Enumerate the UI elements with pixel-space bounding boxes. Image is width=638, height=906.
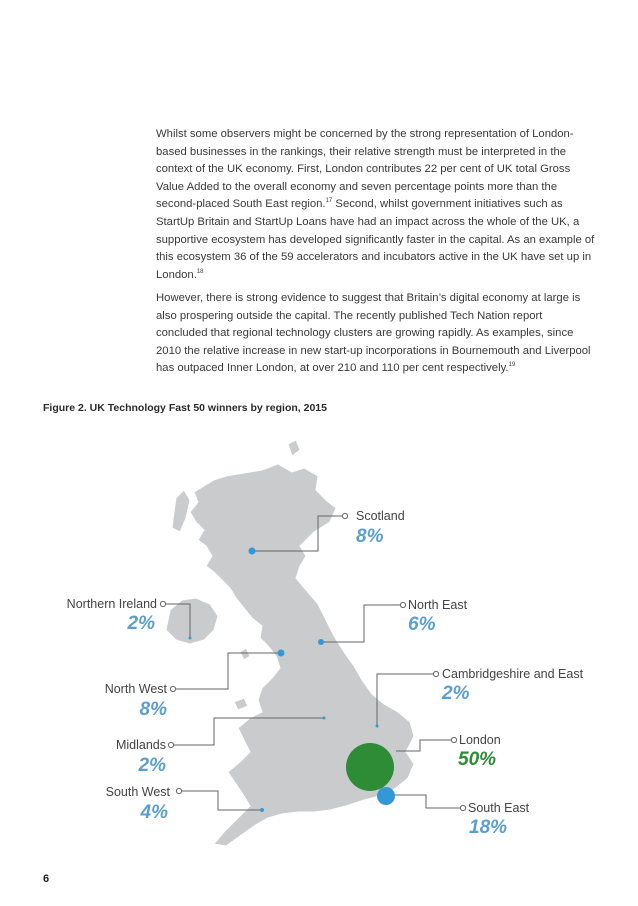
pct-north-east: 6% (408, 614, 436, 635)
bubble-scotland (249, 548, 256, 555)
end-marker-north-east (400, 602, 405, 607)
p1-text-a: Whilst some observers might be concerned by the strong representation of London-based businesses in the rankings, their relative strength must be interpreted in the context of the UK economy. First, London contributes 22 per cent of UK total Gross Value Added to the overall economy and seven percentage points more than the second-placed South East region. (156, 128, 574, 211)
bubble-london (346, 743, 394, 791)
body-paragraph-1 (156, 126, 596, 284)
end-marker-scotland (342, 513, 347, 518)
end-marker-london (451, 737, 456, 742)
footnote-ref-19: 19 (508, 362, 516, 369)
leader-south-east (386, 795, 460, 808)
page-number: 6 (43, 873, 50, 885)
label-south-west: South West (105, 785, 170, 799)
northern-ireland-shape (166, 598, 218, 644)
end-marker-cambridgeshire (433, 671, 438, 676)
end-marker-midlands (168, 742, 173, 747)
label-south-east: South East (468, 801, 530, 815)
pct-scotland: 8% (356, 526, 384, 547)
pct-northern-ireland: 2% (127, 613, 155, 634)
bubble-north-west (278, 650, 285, 657)
label-northern-ireland: Northern Ireland (66, 597, 157, 611)
bubble-north-east (318, 639, 324, 645)
pct-south-west: 4% (140, 802, 168, 823)
pct-midlands: 2% (138, 755, 166, 776)
end-marker-south-west (176, 788, 181, 793)
footnote-ref-18: 18 (196, 268, 204, 275)
body-paragraph-2 (156, 290, 596, 378)
label-north-east: North East (408, 598, 468, 612)
end-marker-northern-ireland (160, 601, 165, 606)
leader-north-west (176, 653, 281, 689)
bubble-cambridgeshire (376, 725, 379, 728)
pct-london: 50% (458, 749, 497, 770)
p2-text: However, there is strong evidence to suggest that Britain’s digital economy at large is also prospering outside the capital. The recently published Tech Nation report concluded that regional technology clusters are growing rapidly. As examples, since 2010 the relative increase in new start-up incorporations in Bournemouth and Liverpool has outpaced Inner London, at over 210 and 110 per cent respectively. (156, 292, 591, 375)
end-marker-south-east (460, 805, 465, 810)
bubble-south-west (260, 808, 264, 812)
footnote-ref-17: 17 (325, 198, 333, 205)
pct-cambridgeshire: 2% (442, 683, 470, 704)
bubble-midlands (323, 717, 326, 720)
bubble-northern-ireland (189, 637, 192, 640)
p1-text-b: Second, whilst government initiatives such as StartUp Britain and StartUp Loans have had an impact across the whole of the UK, a supportive ecosystem has developed significantly faster in the capital. As an example of this ecosystem 36 of the 59 accelerators and incubators active in the UK have set up in London. (156, 198, 595, 281)
label-midlands: Midlands (115, 738, 166, 752)
pct-north-west: 8% (139, 699, 167, 720)
label-london: London (459, 733, 501, 747)
anglesey-shape (234, 698, 248, 710)
end-marker-north-west (170, 686, 175, 691)
figure-title: Figure 2. UK Technology Fast 50 winners by region, 2015 (43, 402, 327, 414)
western-isles-shape (172, 490, 190, 532)
label-north-west: North West (104, 682, 167, 696)
label-scotland: Scotland (356, 509, 405, 523)
northern-isles-shape (288, 440, 300, 456)
isle-of-man-shape (240, 648, 250, 660)
uk-region-map (0, 420, 638, 860)
pct-south-east: 18% (469, 817, 508, 838)
bubble-south-east (377, 787, 395, 805)
label-cambridgeshire: Cambridgeshire and East (442, 667, 584, 681)
